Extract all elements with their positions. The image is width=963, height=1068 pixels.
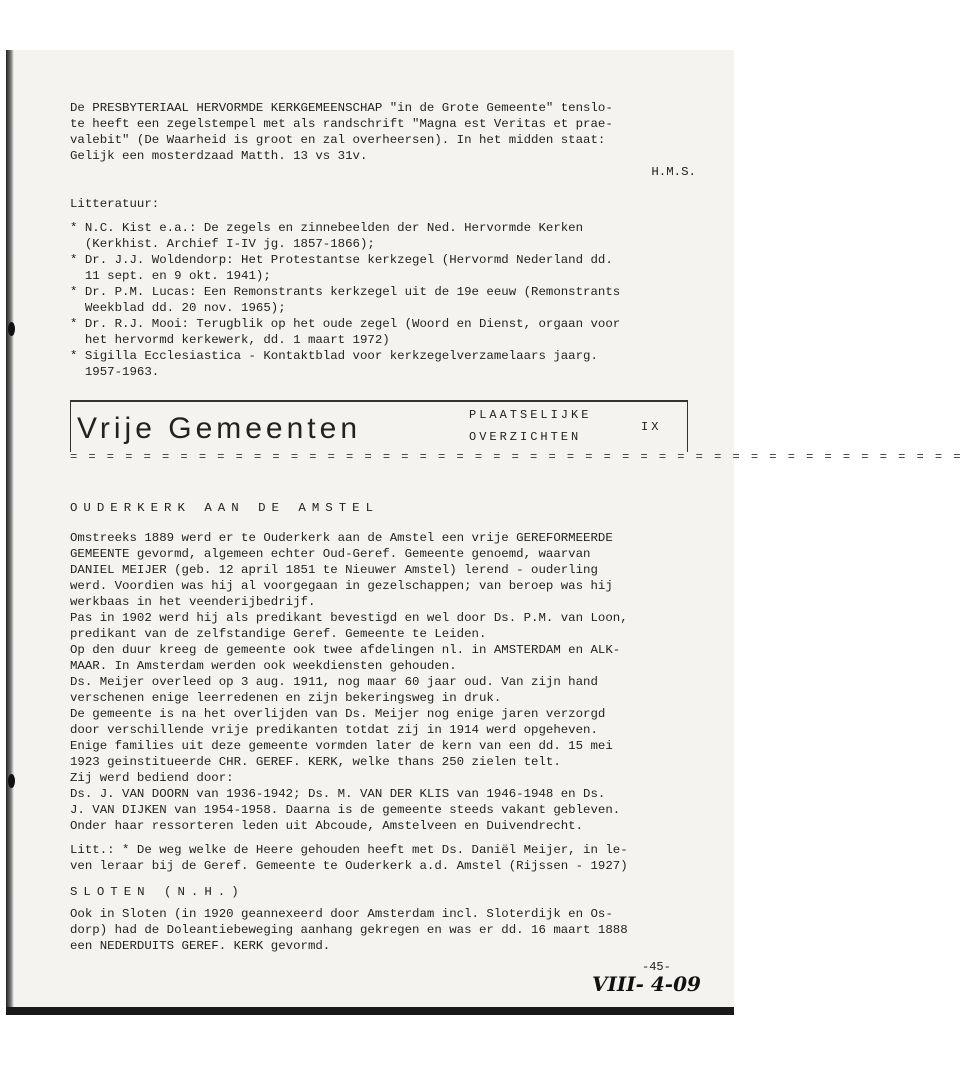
intro-line: Gelijk een mosterdzaad Matth. 13 vs 31v. (70, 149, 368, 163)
litt-line: Litt.: * De weg welke de Heere gehouden heeft met Ds. Daniël Meijer, in le- (70, 843, 628, 857)
header-dash-rule: = = = = = = = = = = = = = = = = = = = = = = = = = = = = = = = = = = = = = = = = = = = = = = = = = (70, 450, 963, 464)
body-line: Ds. Meijer overleed op 3 aug. 1911, nog maar 60 jaar oud. Van zijn hand (70, 675, 598, 689)
body-line: J. VAN DIJKEN van 1954-1958. Daarna is de gemeente steeds vakant gebleven. (70, 803, 621, 817)
literature-item: 1957-1963. (70, 365, 160, 379)
header-subtitle-2: OVERZICHTEN (469, 430, 582, 444)
body-line: door verschillende vrije predikanten totdat zij in 1914 werd opgeheven. (70, 723, 598, 737)
litt-line: ven leraar bij de Geref. Gemeente te Ouderkerk a.d. Amstel (Rijssen - 1927) (70, 859, 628, 873)
intro-line: valebit" (De Waarheid is groot en zal overheersen). In het midden staat: (70, 133, 606, 147)
section-heading-sloten: SLOTEN (N.H.) (70, 885, 245, 899)
literature-item: * Dr. P.M. Lucas: Een Remonstrants kerkzegel uit de 19e eeuw (Remonstrants (70, 285, 621, 299)
section-heading-ouderkerk: OUDERKERK AAN DE AMSTEL (70, 501, 380, 515)
literature-item: * Dr. R.J. Mooi: Terugblik op het oude zegel (Woord en Dienst, orgaan voor (70, 317, 621, 331)
body-line: Ds. J. VAN DOORN van 1936-1942; Ds. M. VAN DER KLIS van 1946-1948 en Ds. (70, 787, 606, 801)
body-line: een NEDERDUITS GEREF. KERK gevormd. (70, 939, 331, 953)
section-header-box (70, 400, 688, 452)
page-number: -45- (642, 960, 671, 974)
author-initials: H.M.S. (651, 165, 696, 179)
body-line: Enige families uit deze gemeente vormden later de kern van een dd. 15 mei (70, 739, 613, 753)
body-line: Omstreeks 1889 werd er te Ouderkerk aan de Amstel een vrije GEREFORMEERDE (70, 531, 613, 545)
intro-line: te heeft een zegelstempel met als randschrift "Magna est Veritas et prae- (70, 117, 613, 131)
body-line: predikant van de zelfstandige Geref. Gemeente te Leiden. (70, 627, 487, 641)
literature-item: (Kerkhist. Archief I-IV jg. 1857-1866); (70, 237, 375, 251)
body-line: Ook in Sloten (in 1920 geannexeerd door Amsterdam incl. Sloterdijk en Os- (70, 907, 613, 921)
body-line: verschenen enige leerredenen en zijn bekeringsweg in druk. (70, 691, 502, 705)
literature-item: * N.C. Kist e.a.: De zegels en zinnebeelden der Ned. Hervormde Kerken (70, 221, 584, 235)
literature-item: * Dr. J.J. Woldendorp: Het Protestantse kerkzegel (Hervormd Nederland dd. (70, 253, 613, 267)
punch-hole (8, 774, 15, 788)
body-line: 1923 geinstitueerde CHR. GEREF. KERK, welke thans 250 zielen telt. (70, 755, 561, 769)
handwritten-archive-code: VIII- 4-09 (592, 972, 701, 996)
body-line: dorp) had de Doleantiebeweging aanhang gekregen en was er dd. 16 maart 1888 (70, 923, 628, 937)
body-line: Op den duur kreeg de gemeente ook twee afdelingen nl. in AMSTERDAM en ALK- (70, 643, 621, 657)
header-subtitle-1: PLAATSELIJKE (469, 408, 592, 422)
body-line: werd. Voordien was hij al voorgegaan in gezelschappen; van beroep was hij (70, 579, 613, 593)
header-title: Vrije Gemeenten (77, 412, 362, 445)
body-line: DANIEL MEIJER (geb. 12 april 1851 te Nieuwer Amstel) lerend - ouderling (70, 563, 598, 577)
body-line: Zij werd bediend door: (70, 771, 234, 785)
body-line: De gemeente is na het overlijden van Ds. Meijer nog enige jaren verzorgd (70, 707, 606, 721)
literature-item: * Sigilla Ecclesiastica - Kontaktblad voor kerkzegelverzamelaars jaarg. (70, 349, 598, 363)
body-line: Pas in 1902 werd hij als predikant bevestigd en wel door Ds. P.M. van Loon, (70, 611, 628, 625)
literature-heading: Litteratuur: (70, 197, 160, 211)
intro-line: De PRESBYTERIAAL HERVORMDE KERKGEMEENSCHAP "in de Grote Gemeente" tenslo- (70, 101, 613, 115)
page-left-edge (6, 50, 14, 1007)
body-line: GEMEENTE gevormd, algemeen echter Oud-Geref. Gemeente genoemd, waarvan (70, 547, 591, 561)
body-line: MAAR. In Amsterdam werden ook weekdiensten gehouden. (70, 659, 457, 673)
literature-item: 11 sept. en 9 okt. 1941); (70, 269, 271, 283)
header-volume: IX (641, 420, 662, 434)
body-line: werkbaas in het veenderijbedrijf. (70, 595, 316, 609)
literature-item: Weekblad dd. 20 nov. 1965); (70, 301, 286, 315)
punch-hole (8, 322, 15, 336)
literature-item: het hervormd kerkewerk, dd. 1 maart 1972) (70, 333, 390, 347)
body-line: Onder haar ressorteren leden uit Abcoude, Amstelveen en Duivendrecht. (70, 819, 584, 833)
